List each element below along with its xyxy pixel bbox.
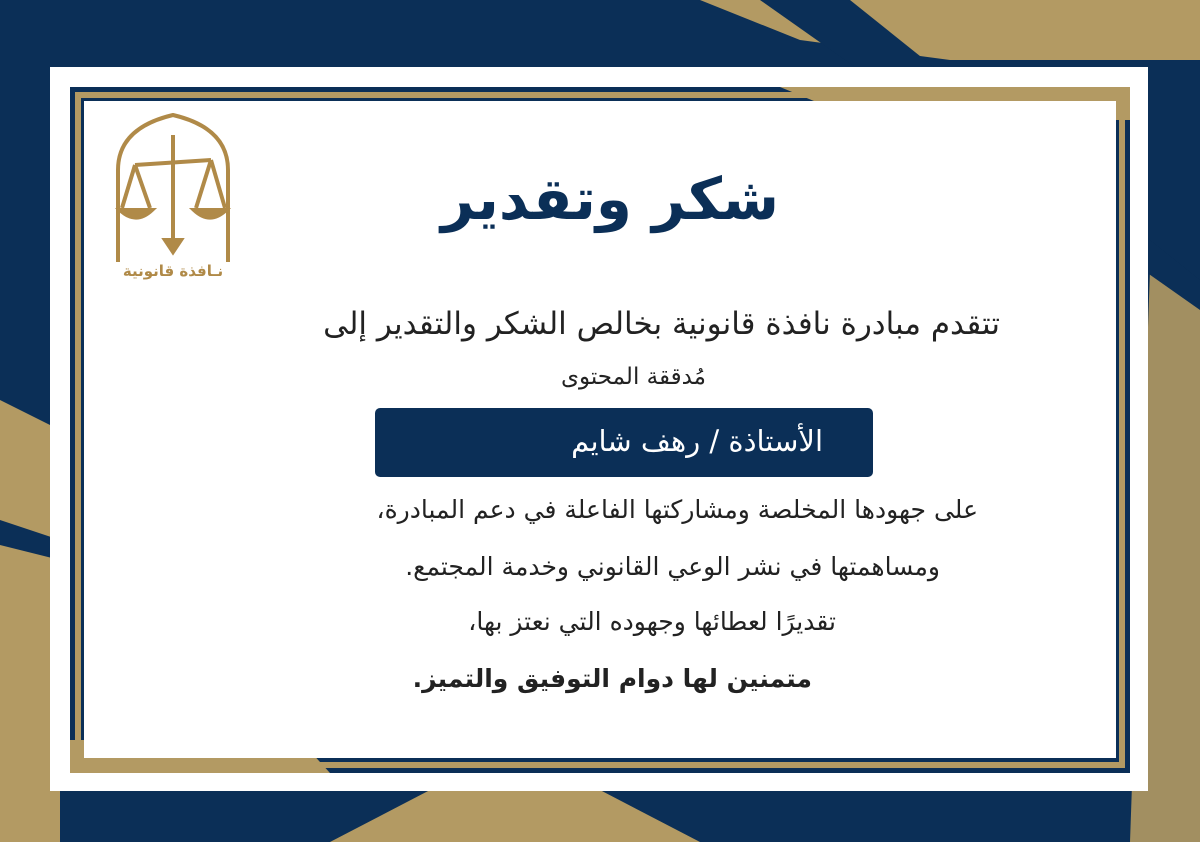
body-line: تقديرًا لعطائها وجهوده التي نعتز بها،	[468, 607, 836, 636]
body-line: على جهودها المخلصة ومشاركتها الفاعلة في دعم المبادرة،	[376, 495, 978, 524]
recipient-name: الأستاذة / رهف شايم	[571, 424, 823, 458]
closing-line: متمنين لها دوام التوفيق والتميز.	[412, 664, 812, 693]
logo-caption: نـافذة قانونية	[122, 262, 224, 280]
body-line: ومساهمتها في نشر الوعي القانوني وخدمة المجتمع.	[405, 552, 940, 581]
recipient-role: مُدققة المحتوى	[560, 364, 706, 390]
intro-line: تتقدم مبادرة نافذة قانونية بخالص الشكر والتقدير إلى	[323, 306, 1000, 342]
certificate-title: شكر وتقدير	[441, 165, 779, 233]
